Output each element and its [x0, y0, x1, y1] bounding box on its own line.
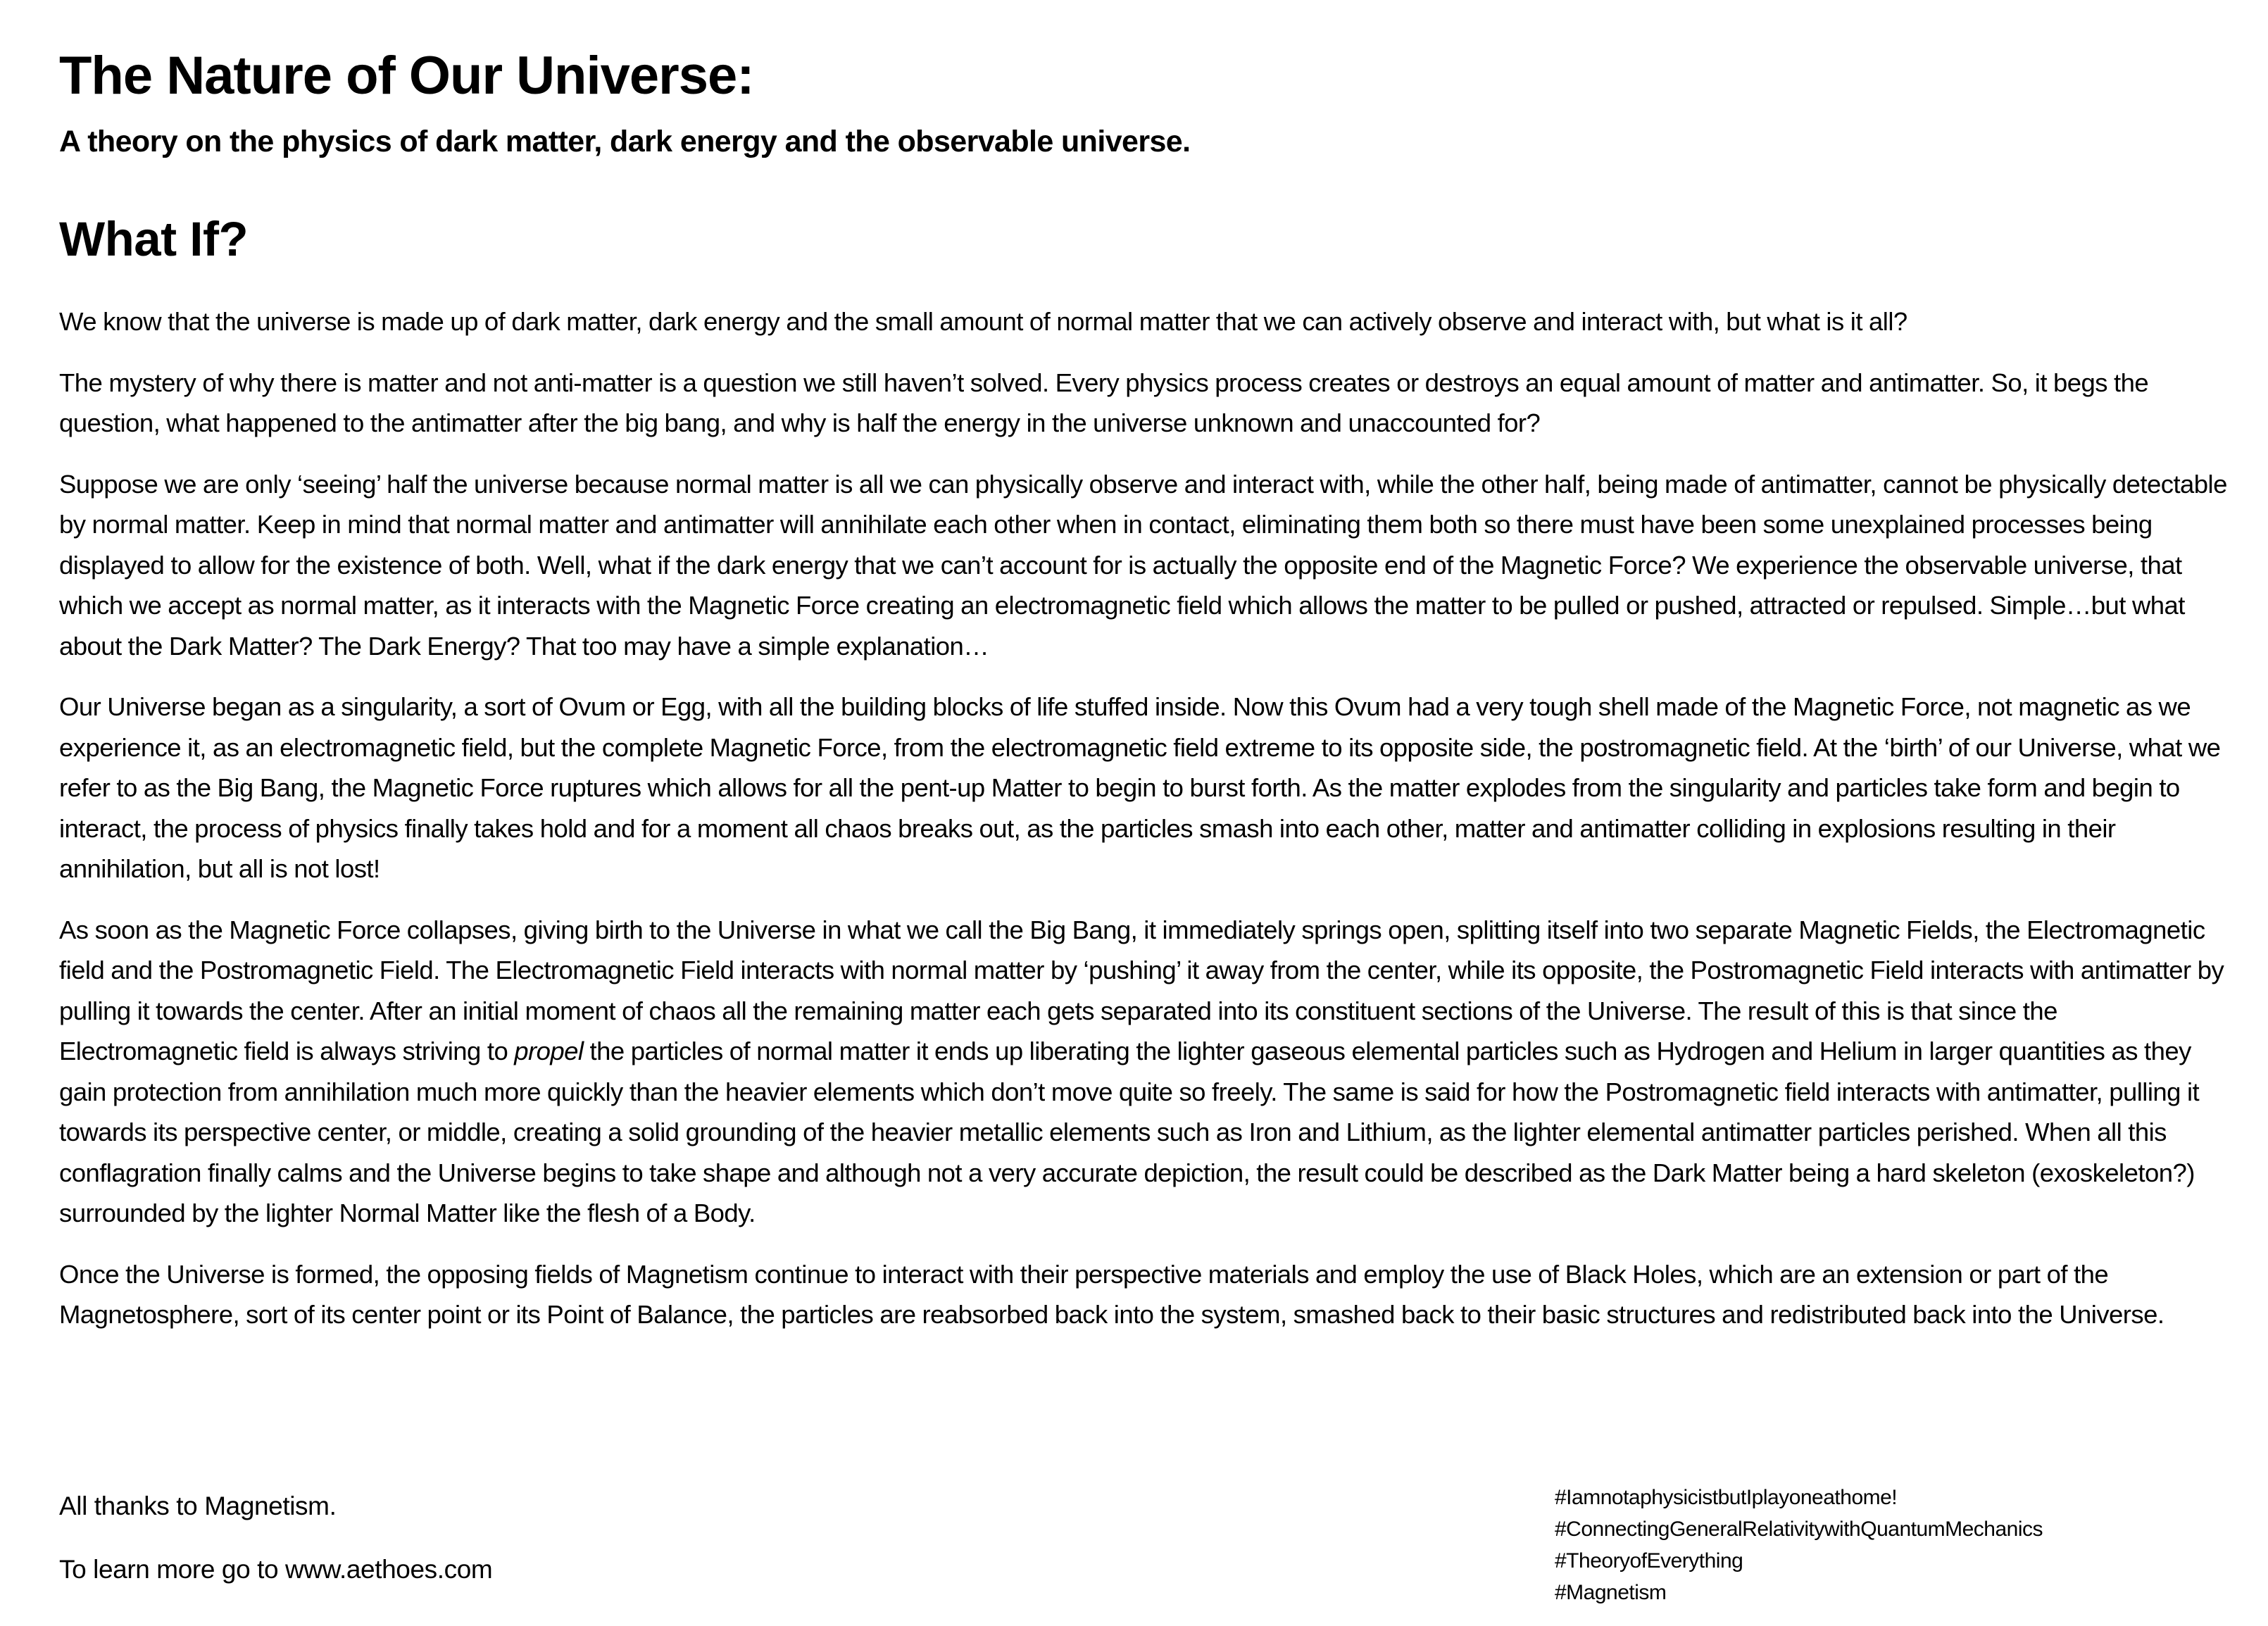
hashtag-list	[1555, 1482, 2043, 1608]
hashtag: #TheoryofEverything	[1555, 1549, 1743, 1572]
paragraph-text: Suppose we are only ‘seeing’ half the universe because normal matter is all we can physically observe and interact with, while the other half, being made of antimatter, cannot be physically detectable by normal matter. Keep in mind that normal matter and antimatter will annihilate each other when in contact, eliminating them both so there must have been some unexplained processes being displayed to allow for the existence of both. Well, what if the dark energy that we can’t account for is actually the opposite end of the Magnetic Force? We experience the observable universe, that which we accept as normal matter, as it interacts with the Magnetic Force creating an electromagnetic field which allows the matter to be pulled or pushed, attracted or repulsed. Simple…but what about the Dark Matter? The Dark Energy? That too may have a simple explanation…	[59, 469, 2227, 661]
paragraph-text: Once the Universe is formed, the opposing fields of Magnetism continue to interact with their perspective materials and employ the use of Black Holes, which are an extension or part of the Magnetosphere, sort of its center point or its Point of Balance, the particles are reabsorbed back into the system, smashed back to their basic structures and redistributed back into the Universe.	[59, 1259, 2164, 1329]
paragraph-text: As soon as the Magnetic Force collapses, giving birth to the Universe in what we call the Big Bang, it immediately springs open, splitting itself into two separate Magnetic Fields, the Electromagnetic field and the Postromagnetic Field. The Electromagnetic Field interacts with normal matter by ‘pushing’ it away from the center, while its opposite, the Postromagnetic Field interacts with antimatter by pulling it towards the center. After an initial moment of chaos all the remaining matter each gets separated into its constituent sections of the Universe. The result of this is that since the Electromagnetic field is always striving to	[59, 915, 2224, 1065]
paragraph-text: We know that the universe is made up of dark matter, dark energy and the small amount of normal matter that we can actively observe and interact with, but what is it all?	[59, 307, 1907, 336]
section-heading: What If?	[59, 212, 249, 266]
hashtag: #ConnectingGeneralRelativitywithQuantumMechanics	[1555, 1518, 2043, 1541]
document-subtitle: A theory on the physics of dark matter, dark energy and the observable universe.	[59, 125, 1191, 158]
paragraph	[59, 301, 2228, 342]
hashtag: #Magnetism	[1555, 1581, 1667, 1604]
paragraph	[59, 1254, 2228, 1335]
paragraph	[59, 464, 2228, 667]
emphasis-text: propel	[514, 1037, 584, 1065]
paragraph-text: Our Universe began as a singularity, a sort of Ovum or Egg, with all the building blocks of life stuffed inside. Now this Ovum had a very tough shell made of the Magnetic Force, not magnetic as we experience it, as an electromagnetic field, but the complete Magnetic Force, from the electromagnetic field extreme to its opposite side, the postromagnetic field. At the ‘birth’ of our Universe, what we refer to as the Big Bang, the Magnetic Force ruptures which allows for all the pent-up Matter to begin to burst forth. As the matter explodes from the singularity and particles take form and begin to interact, the process of physics finally takes hold and for a moment all chaos breaks out, as the particles smash into each other, matter and antimatter colliding in explosions resulting in their annihilation, but all is not lost!	[59, 692, 2221, 883]
body-text	[59, 301, 2228, 1356]
paragraph	[59, 363, 2228, 444]
paragraph	[59, 687, 2228, 889]
paragraph	[59, 910, 2228, 1234]
paragraph-text: the particles of normal matter it ends up liberating the lighter gaseous elemental particles such as Hydrogen and Helium in larger quantities as they gain protection from annihilation much more quickly than the heavier elements which don’t move quite so freely. The same is said for how the Postromagnetic field interacts with antimatter, pulling it towards its perspective center, or middle, creating a solid grounding of the heavier metallic elements such as Iron and Lithium, as the lighter elemental antimatter particles perished. When all this conflagration finally calms and the Universe begins to take shape and although not a very accurate depiction, the result could be described as the Dark Matter being a hard skeleton (exoskeleton?) surrounded by the lighter Normal Matter like the flesh of a Body.	[59, 1037, 2200, 1227]
document-title: The Nature of Our Universe:	[59, 46, 754, 106]
hashtag: #IamnotaphysicistbutIplayoneathome!	[1555, 1486, 1898, 1509]
learn-more-line: To learn more go to www.aethoes.com	[59, 1555, 493, 1584]
paragraph-text: The mystery of why there is matter and not anti-matter is a question we still haven’t solved. Every physics process creates or destroys an equal amount of matter and antimatter. So, it begs the question, what happened to the antimatter after the big bang, and why is half the energy in the universe unknown and unaccounted for?	[59, 368, 2149, 437]
closing-line: All thanks to Magnetism.	[59, 1491, 337, 1520]
